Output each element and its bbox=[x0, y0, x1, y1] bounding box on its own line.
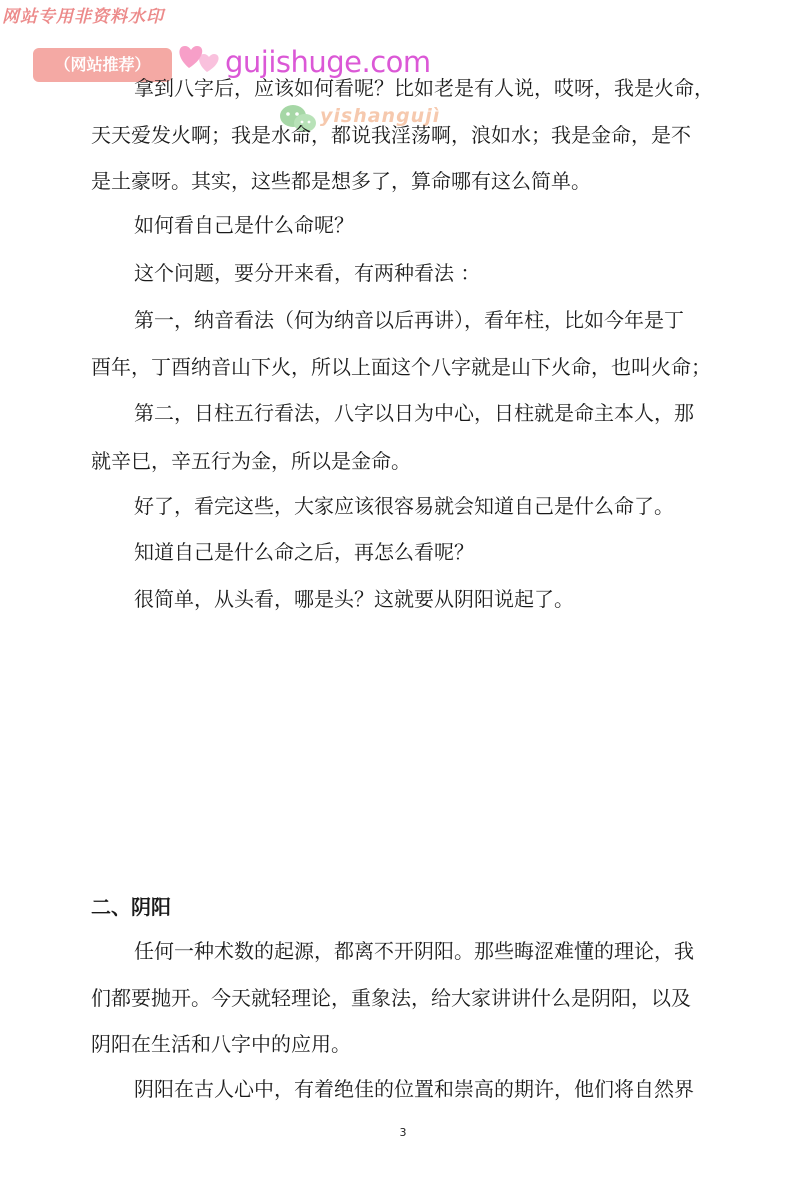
watermark-site-text: gujishuge.com bbox=[225, 45, 431, 79]
body-line: 第一，纳音看法（何为纳音以后再讲），看年柱，比如今年是丁 bbox=[134, 308, 684, 332]
body-line: 酉年，丁酉纳音山下火，所以上面这个八字就是山下火命，也叫火命； bbox=[91, 355, 711, 379]
body-line: 第二，日柱五行看法，八字以日为中心，日柱就是命主本人，那 bbox=[134, 401, 694, 425]
body-line: 阴阳在生活和八字中的应用。 bbox=[91, 1032, 351, 1056]
body-line: 是土豪呀。其实，这些都是想多了，算命哪有这么简单。 bbox=[91, 169, 591, 193]
body-line: 任何一种术数的起源，都离不开阴阳。那些晦涩难懂的理论，我 bbox=[134, 939, 694, 963]
body-line: 阴阳在古人心中，有着绝佳的位置和崇高的期许，他们将自然界 bbox=[134, 1077, 694, 1101]
watermark-badge-text: （网站推荐） bbox=[54, 55, 151, 74]
body-line: 们都要抛开。今天就轻理论，重象法，给大家讲讲什么是阴阳，以及 bbox=[91, 986, 691, 1010]
body-line: 很简单，从头看，哪是头？这就要从阴阳说起了。 bbox=[134, 587, 574, 611]
hearts-icon bbox=[175, 38, 223, 78]
page-number: 3 bbox=[399, 1126, 407, 1139]
body-line: 如何看自己是什么命呢？ bbox=[134, 213, 354, 237]
section-heading: 二、阴阳 bbox=[91, 895, 171, 919]
body-line: 这个问题，要分开来看，有两种看法 ： bbox=[134, 261, 481, 285]
body-line: 天天爱发火啊；我是水命，都说我淫荡啊，浪如水；我是金命，是不 bbox=[91, 123, 691, 147]
body-line: 知道自己是什么命之后，再怎么看呢？ bbox=[134, 540, 474, 564]
watermark-label: 网站专用非资料水印 bbox=[2, 7, 164, 27]
body-line: 好了，看完这些，大家应该很容易就会知道自己是什么命了。 bbox=[134, 494, 674, 518]
body-line: 拿到八字后，应该如何看呢？比如老是有人说，哎呀，我是火命， bbox=[134, 76, 714, 100]
body-line: 就辛巳，辛五行为金，所以是金命。 bbox=[91, 449, 411, 473]
watermark-subsite-text: yishangujì bbox=[320, 105, 441, 127]
